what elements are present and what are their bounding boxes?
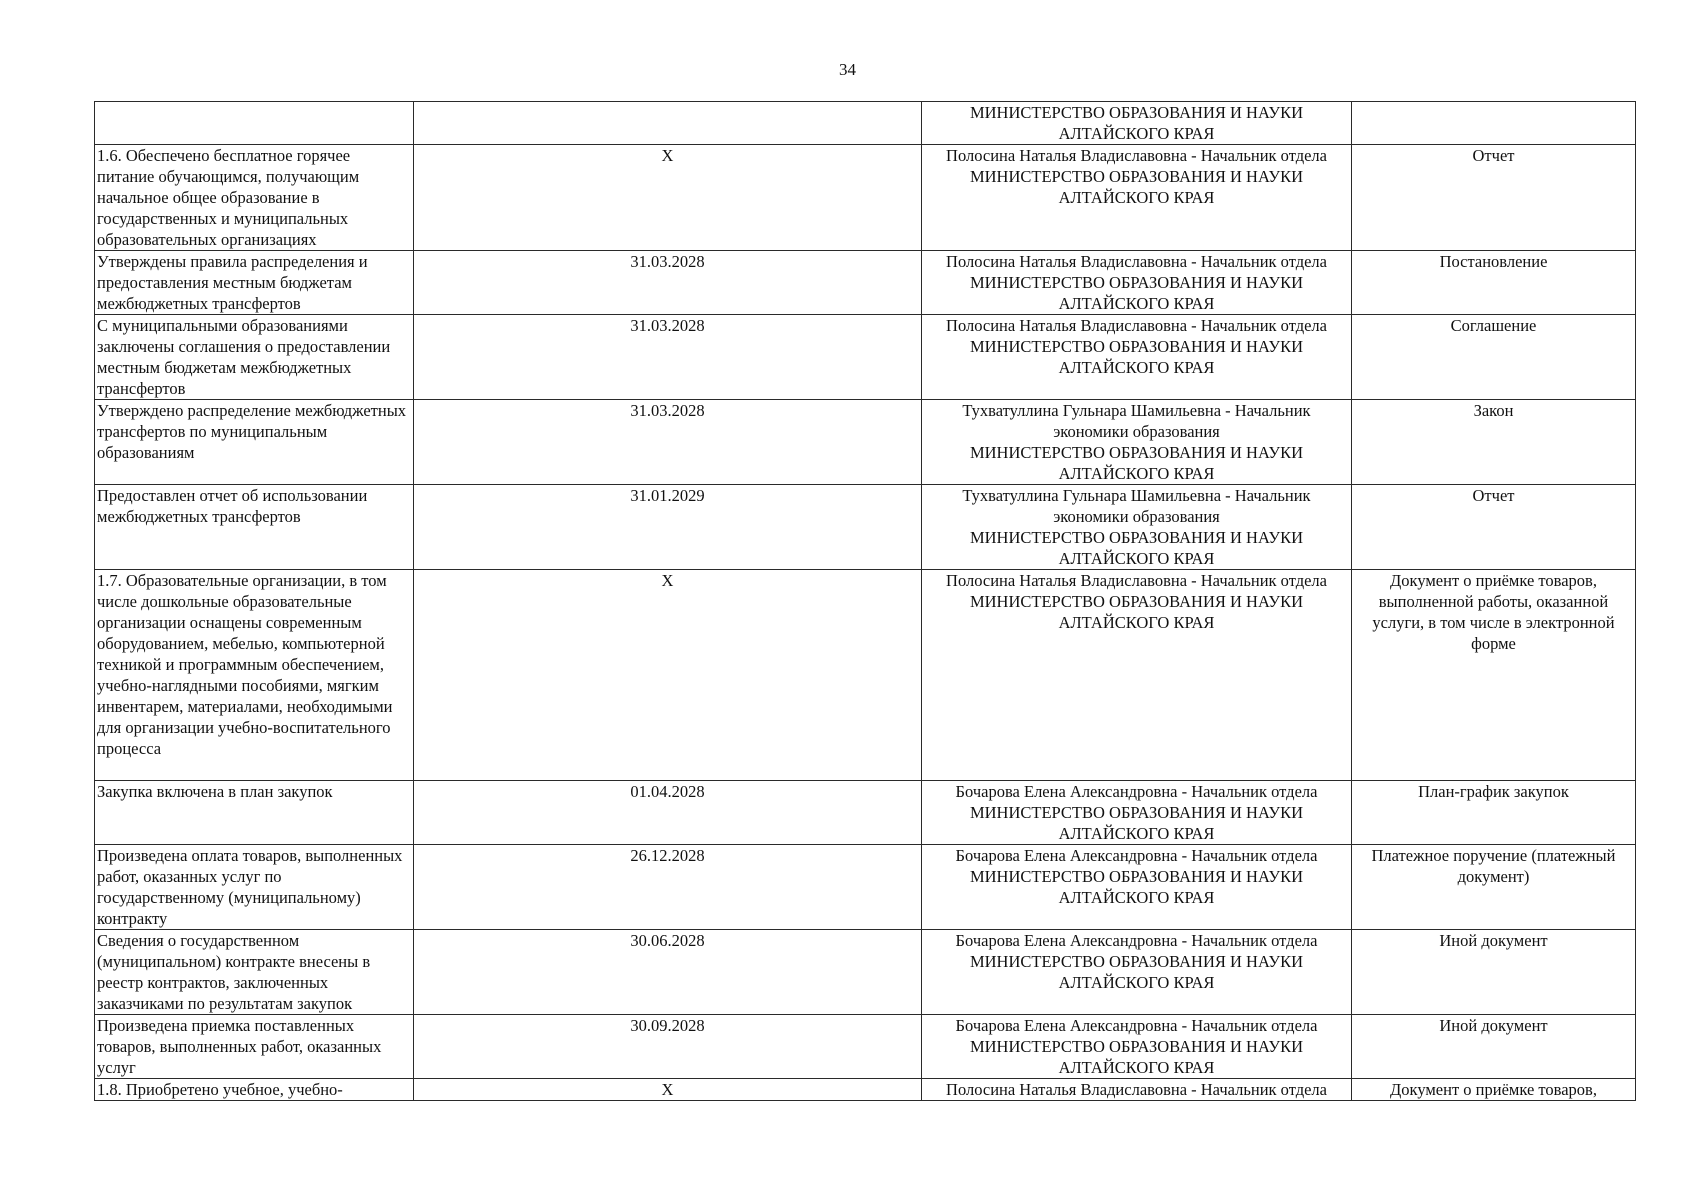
result-name-cell: С муниципальными образованиями заключены соглашения о предоставлении местным бюджетам межбюджетных трансфертов	[95, 315, 414, 400]
result-name-cell: Произведена оплата товаров, выполненных работ, оказанных услуг по государственному (муниципальному) контракту	[95, 845, 414, 930]
responsible-line: экономики образования	[1053, 422, 1220, 441]
deadline-cell: 30.06.2028	[414, 930, 922, 1015]
table-row	[95, 781, 1636, 845]
result-name-cell: Утверждены правила распределения и предоставления местным бюджетам межбюджетных трансфертов	[95, 251, 414, 315]
responsible-line: АЛТАЙСКОГО КРАЯ	[1058, 824, 1215, 843]
responsible-line: МИНИСТЕРСТВО ОБРАЗОВАНИЯ И НАУКИ	[969, 167, 1304, 186]
result-name-cell: Сведения о государственном (муниципальном) контракте внесены в реестр контрактов, заключенных заказчиками по результатам закупок	[95, 930, 414, 1015]
responsible-cell	[922, 781, 1352, 845]
table-row	[95, 251, 1636, 315]
responsible-line: АЛТАЙСКОГО КРАЯ	[1058, 464, 1215, 483]
responsible-line: АЛТАЙСКОГО КРАЯ	[1058, 1058, 1215, 1077]
responsible-cell	[922, 570, 1352, 781]
document-type-cell: Платежное поручение (платежный документ)	[1352, 845, 1636, 930]
table-row	[95, 845, 1636, 930]
table-row	[95, 145, 1636, 251]
result-name-cell: Закупка включена в план закупок	[95, 781, 414, 845]
responsible-line: Бочарова Елена Александровна - Начальник отдела	[955, 846, 1318, 865]
result-name-cell: 1.7. Образовательные организации, в том числе дошкольные образовательные организации оснащены современным оборудованием, мебелью, компьютерной техникой и программным обеспечением, учебно-наглядными пособиями, мягким инвентарем, материалами, необходимыми для организации учебно-воспитательного процесса	[95, 570, 414, 781]
responsible-line: МИНИСТЕРСТВО ОБРАЗОВАНИЯ И НАУКИ	[969, 103, 1304, 122]
responsible-cell	[922, 1015, 1352, 1079]
responsible-line: АЛТАЙСКОГО КРАЯ	[1058, 613, 1215, 632]
responsible-cell	[922, 315, 1352, 400]
deadline-cell: X	[414, 145, 922, 251]
document-type-cell: Иной документ	[1352, 1015, 1636, 1079]
responsible-line: МИНИСТЕРСТВО ОБРАЗОВАНИЯ И НАУКИ	[969, 443, 1304, 462]
document-type-cell	[1352, 102, 1636, 145]
responsible-cell	[922, 485, 1352, 570]
responsible-line: Полосина Наталья Владиславовна - Начальник отдела	[946, 1080, 1327, 1099]
responsible-cell	[922, 251, 1352, 315]
responsible-line: МИНИСТЕРСТВО ОБРАЗОВАНИЯ И НАУКИ	[969, 867, 1304, 886]
responsible-line: МИНИСТЕРСТВО ОБРАЗОВАНИЯ И НАУКИ	[969, 528, 1304, 547]
responsible-line: Полосина Наталья Владиславовна - Начальник отдела	[946, 252, 1327, 271]
responsible-line: АЛТАЙСКОГО КРАЯ	[1058, 973, 1215, 992]
deadline-cell: X	[414, 1079, 922, 1101]
responsible-line: Бочарова Елена Александровна - Начальник отдела	[955, 782, 1318, 801]
deadline-cell: 31.01.2029	[414, 485, 922, 570]
responsible-line: Полосина Наталья Владиславовна - Начальник отдела	[946, 146, 1327, 165]
document-type-cell: Документ о приёмке товаров,	[1352, 1079, 1636, 1101]
responsible-line: Бочарова Елена Александровна - Начальник отдела	[955, 931, 1318, 950]
responsible-line: Полосина Наталья Владиславовна - Начальник отдела	[946, 571, 1327, 590]
responsible-cell	[922, 145, 1352, 251]
responsible-cell	[922, 845, 1352, 930]
table-row	[95, 570, 1636, 781]
document-type-cell: Закон	[1352, 400, 1636, 485]
document-type-cell: Документ о приёмке товаров, выполненной работы, оказанной услуги, в том числе в электронной форме	[1352, 570, 1636, 781]
plan-table-body	[95, 102, 1636, 1101]
responsible-line: АЛТАЙСКОГО КРАЯ	[1058, 188, 1215, 207]
document-type-cell: План-график закупок	[1352, 781, 1636, 845]
responsible-line: АЛТАЙСКОГО КРАЯ	[1058, 549, 1215, 568]
result-name-cell: Произведена приемка поставленных товаров, выполненных работ, оказанных услуг	[95, 1015, 414, 1079]
document-type-cell: Постановление	[1352, 251, 1636, 315]
responsible-line: МИНИСТЕРСТВО ОБРАЗОВАНИЯ И НАУКИ	[969, 803, 1304, 822]
responsible-line: АЛТАЙСКОГО КРАЯ	[1058, 358, 1215, 377]
deadline-cell: 31.03.2028	[414, 251, 922, 315]
responsible-line: МИНИСТЕРСТВО ОБРАЗОВАНИЯ И НАУКИ	[969, 1037, 1304, 1056]
table-row	[95, 1079, 1636, 1101]
responsible-cell	[922, 102, 1352, 145]
responsible-cell	[922, 1079, 1352, 1101]
table-row	[95, 400, 1636, 485]
result-name-cell: 1.6. Обеспечено бесплатное горячее питание обучающимся, получающим начальное общее образование в государственных и муниципальных образовательных организациях	[95, 145, 414, 251]
responsible-line: МИНИСТЕРСТВО ОБРАЗОВАНИЯ И НАУКИ	[969, 952, 1304, 971]
responsible-line: Бочарова Елена Александровна - Начальник отдела	[955, 1016, 1318, 1035]
responsible-line: МИНИСТЕРСТВО ОБРАЗОВАНИЯ И НАУКИ	[969, 273, 1304, 292]
responsible-line: Тухватуллина Гульнара Шамильевна - Начальник	[962, 486, 1311, 505]
result-name-cell: Предоставлен отчет об использовании межбюджетных трансфертов	[95, 485, 414, 570]
result-name-cell: Утверждено распределение межбюджетных трансфертов по муниципальным образованиям	[95, 400, 414, 485]
responsible-line: МИНИСТЕРСТВО ОБРАЗОВАНИЯ И НАУКИ	[969, 337, 1304, 356]
responsible-line: АЛТАЙСКОГО КРАЯ	[1058, 124, 1215, 143]
document-type-cell: Отчет	[1352, 145, 1636, 251]
responsible-cell	[922, 400, 1352, 485]
table-row	[95, 102, 1636, 145]
responsible-line: МИНИСТЕРСТВО ОБРАЗОВАНИЯ И НАУКИ	[969, 592, 1304, 611]
deadline-cell: 31.03.2028	[414, 315, 922, 400]
table-row	[95, 315, 1636, 400]
table-row	[95, 1015, 1636, 1079]
deadline-cell: 30.09.2028	[414, 1015, 922, 1079]
responsible-line: экономики образования	[1053, 507, 1220, 526]
document-type-cell: Отчет	[1352, 485, 1636, 570]
deadline-cell: 31.03.2028	[414, 400, 922, 485]
document-type-cell: Иной документ	[1352, 930, 1636, 1015]
result-name-cell	[95, 102, 414, 145]
plan-table	[94, 101, 1636, 1101]
document-type-cell: Соглашение	[1352, 315, 1636, 400]
deadline-cell: 01.04.2028	[414, 781, 922, 845]
responsible-line: АЛТАЙСКОГО КРАЯ	[1058, 294, 1215, 313]
responsible-line: АЛТАЙСКОГО КРАЯ	[1058, 888, 1215, 907]
responsible-cell	[922, 930, 1352, 1015]
table-row	[95, 485, 1636, 570]
table-row	[95, 930, 1636, 1015]
responsible-line: Полосина Наталья Владиславовна - Начальник отдела	[946, 316, 1327, 335]
responsible-line: Тухватуллина Гульнара Шамильевна - Начальник	[962, 401, 1311, 420]
deadline-cell: X	[414, 570, 922, 781]
result-name-cell: 1.8. Приобретено учебное, учебно-	[95, 1079, 414, 1101]
deadline-cell: 26.12.2028	[414, 845, 922, 930]
deadline-cell	[414, 102, 922, 145]
page-number: 34	[839, 60, 856, 79]
